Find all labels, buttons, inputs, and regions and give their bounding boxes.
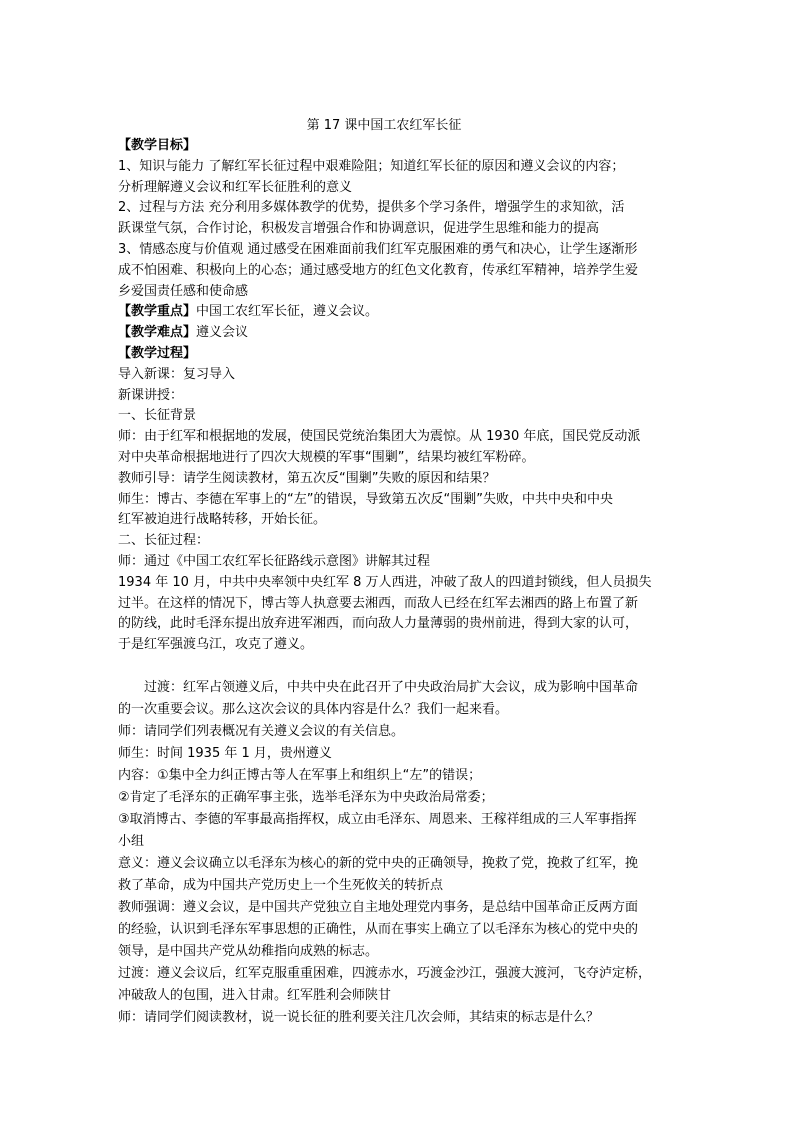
paragraph-line: 领导，是中国共产党从幼稚指向成熟的标志。 (118, 943, 379, 959)
paragraph-line: 成不怕困难、积极向上的心态；通过感受地方的红色文化教育，传承红军精神，培养学生爱 (118, 262, 639, 278)
zunyi-block (118, 677, 650, 1029)
paragraph-line: 冲破敌人的包围，进入甘肃。红军胜利会师陕甘 (118, 987, 392, 1003)
paragraph-line: 一、长征背景 (118, 408, 197, 424)
process-block (118, 365, 650, 656)
paragraph-line: 的防线，此时毛泽东提出放弃进军湘西，而向敌人力量薄弱的贵州前进，得到大家的认可， (118, 616, 639, 632)
process-heading: 【教学过程】 (118, 345, 197, 361)
paragraph-line: 对中央革命根据地进行了四次大规模的军事“围剿”，结果均被红军粉碎。 (118, 449, 535, 465)
lesson-title: 第 17 课中国工农红军长征 (306, 118, 462, 133)
paragraph-line: 分析理解遵义会议和红军长征胜利的意义 (118, 179, 353, 195)
paragraph-line: 师：通过《中国工农红军长征路线示意图》讲解其过程 (118, 553, 431, 569)
document-page (118, 116, 650, 1029)
paragraph-line: 的经验，认识到毛泽东军事思想的正确性，从而在事实上确立了以毛泽东为核心的党中央的 (118, 921, 639, 937)
paragraph-line: 红军被迫进行战略转移，开始长征。 (118, 512, 327, 528)
paragraph-line: 的一次重要会议。那么这次会议的具体内容是什么？我们一起来看。 (118, 701, 509, 717)
paragraph-line: 小组 (118, 833, 145, 849)
paragraph-line: 师：请同学们阅读教材，说一说长征的胜利要关注几次会师，其结束的标志是什么？ (118, 1009, 600, 1025)
paragraph-line: 救了革命，成为中国共产党历史上一个生死攸关的转折点 (118, 877, 444, 893)
paragraph-line: 师：由于红军和根据地的发展，使国民党统治集团大为震惊。从 1930 年底，国民党反动派 (118, 429, 641, 445)
paragraph-line: 1934 年 10 月，中共中央率领中央红军 8 万人西进，冲破了敌人的四道封锁线，但人员损失 (118, 574, 652, 590)
paragraph-line: 过半。在这样的情况下，博古等人执意要去湘西，而敌人已经在红军去湘西的路上布置了新 (118, 595, 639, 611)
paragraph-line: 意义：遵义会议确立以毛泽东为核心的新的党中央的正确领导，挽救了党，挽救了红军，挽 (118, 855, 639, 871)
paragraph-line: 师生：博古、李德在军事上的“左”的错误，导致第五次反“围剿”失败，中共中央和中央 (118, 491, 613, 507)
paragraph-line: ②肯定了毛泽东的正确军事主张，选举毛泽东为中央政治局常委； (118, 789, 494, 805)
paragraph-line: 跃课堂气氛，合作讨论，积极发言增强合作和协调意识，促进学生思维和能力的提高 (118, 221, 600, 237)
paragraph-line: 过渡：遵义会议后，红军克服重重困难，四渡赤水，巧渡金沙江，强渡大渡河，飞夺泸定桥， (118, 965, 652, 981)
paragraph-line: 教师强调：遵义会议，是中国共产党独立自主地处理党内事务，是总结中国革命正反两方面 (118, 899, 639, 915)
paragraph-line: 导入新课：复习导入 (118, 366, 236, 382)
difficulty-label: 【教学难点】 (118, 325, 197, 341)
paragraph-line: 2、过程与方法 充分利用多媒体教学的优势，提供多个学习条件，增强学生的求知欲，活 (118, 200, 625, 216)
paragraph-line: 师生：时间 1935 年 1 月，贵州遵义 (118, 745, 332, 761)
paragraph-line: 新课讲授： (118, 387, 184, 403)
paragraph-line: 内容：①集中全力纠正博古等人在军事上和组织上“左”的错误； (118, 767, 482, 783)
paragraph-spacer (118, 656, 650, 677)
paragraph-line: 于是红军强渡乌江，攻克了遵义。 (118, 637, 314, 653)
key-point-line (118, 302, 650, 323)
transition-line: 过渡：红军占领遵义后，中共中央在此召开了中央政治局扩大会议，成为影响中国革命 (144, 679, 639, 695)
key-point-text: 中国工农红军长征，遵义会议。 (196, 304, 379, 320)
paragraph-line: 二、长征过程： (118, 533, 210, 549)
key-point-label: 【教学重点】 (118, 304, 197, 320)
paragraph-line: 师：请同学们列表概况有关遵义会议的有关信息。 (118, 723, 405, 739)
paragraph-line: 3、情感态度与价值观 通过感受在困难面前我们红军克服困难的勇气和决心，让学生逐渐形 (118, 241, 638, 257)
paragraph-line: 乡爱国责任感和使命感 (118, 283, 249, 299)
objectives-heading: 【教学目标】 (118, 138, 197, 153)
paragraph-line: 1、知识与能力 了解红军长征过程中艰难险阻；知道红军长征的原因和遵义会议的内容； (118, 158, 625, 174)
paragraph-line: ③取消博古、李德的军事最高指挥权，成立由毛泽东、周恩来、王稼祥组成的三人军事指挥 (118, 811, 637, 827)
paragraph-line: 教师引导：请学生阅读教材，第五次反“围剿”失败的原因和结果？ (118, 470, 496, 486)
difficulty-text: 遵义会议 (196, 325, 249, 341)
objectives-block (118, 136, 650, 302)
difficulty-line (118, 323, 650, 344)
